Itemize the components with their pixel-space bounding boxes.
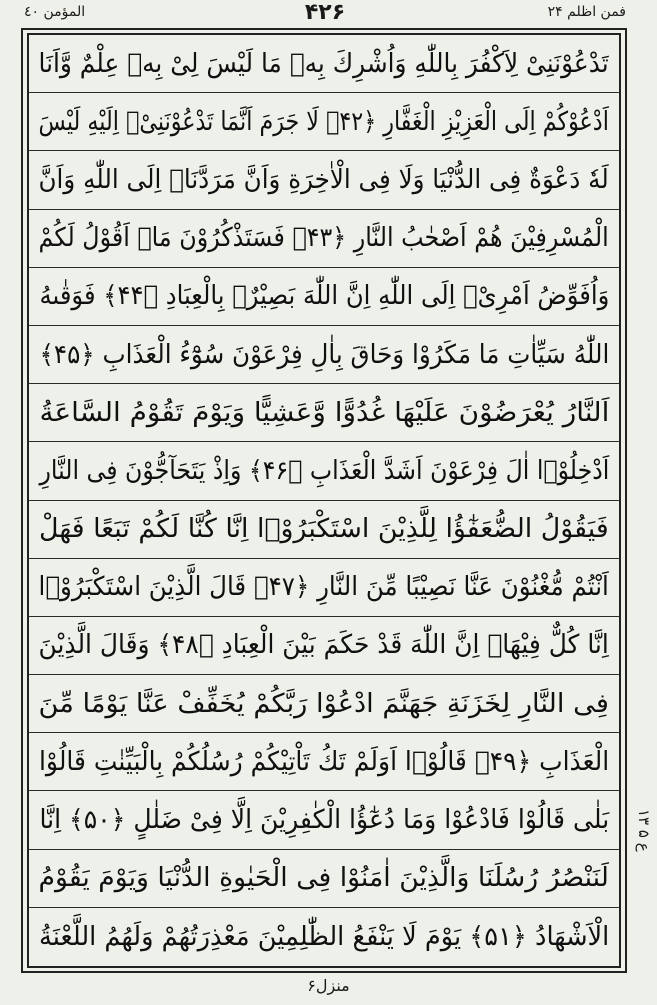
- text-line: [29, 35, 619, 93]
- text-line: [29, 559, 619, 617]
- surah-label: المؤمن ٤٠: [24, 4, 86, 20]
- text-line: [29, 210, 619, 268]
- verse-text: فَیَقُوْلُ الضُّعَفٰٓؤُا لِلَّذِیْنَ اسْتَكْبَرُوْۤا اِنَّا كُنَّا لَكُمْ تَبَعًا فَهَلْ: [39, 514, 609, 545]
- verse-text: اَنْتُمْ مُّغْنُوْنَ عَنَّا نَصِیْبًا مِّنَ النَّارِ ﴿۴۷﴾ قَالَ الَّذِیْنَ اسْتَكْبَرُوْۤا: [38, 572, 610, 603]
- page-footer: [0, 976, 657, 995]
- verse-text: فِی النَّارِ لِخَزَنَةِ جَهَنَّمَ ادْعُوْا رَبَّكُمْ یُخَفِّفْ عَنَّا یَوْمًا مِّنَ: [38, 688, 610, 719]
- verse-text: اللّٰهُ سَیِّاٰتِ مَا مَكَرُوْا وَحَاقَ بِاٰلِ فِرْعَوْنَ سُوْٓءُ الْعَذَابِ ﴿۴۵﴾: [39, 339, 609, 370]
- text-line: [29, 151, 619, 209]
- text-line: [29, 908, 619, 966]
- text-line: [29, 733, 619, 791]
- page-number: ۴۲۶: [304, 0, 346, 25]
- verse-text: لَنَنْصُرُ رُسُلَنَا وَالَّذِیْنَ اٰمَنُوْا فِی الْحَیٰوةِ الدُّنْیَا وَیَوْمَ یَقُوْمُ: [38, 863, 610, 894]
- ruku-marker: ع ۵ ۱۳: [635, 808, 653, 852]
- verse-text: اَلنَّارُ یُعْرَضُوْنَ عَلَیْهَا غُدُوًّا وَّعَشِیًّا وَیَوْمَ تَقُوْمُ السَّاعَةُ: [39, 397, 609, 428]
- text-line: [29, 268, 619, 326]
- verse-text: تَدْعُوْنَنِیْ لِاَكْفُرَ بِاللّٰهِ وَاُشْرِكَ بِهٖ مَا لَیْسَ لِیْ بِهٖ عِلْمٌ وَّاَنَا: [38, 48, 610, 79]
- text-line: [29, 442, 619, 500]
- verse-text: اِنَّا كُلٌّ فِیْهَاۤ اِنَّ اللّٰهَ قَدْ حَكَمَ بَیْنَ الْعِبَادِ ﴿۴۸﴾ وَقَالَ الَّذِیْنَ: [38, 630, 610, 661]
- juz-label: فمن اظلم ۲۴: [547, 4, 626, 20]
- text-line: [29, 501, 619, 559]
- text-line: [29, 791, 619, 849]
- text-line: [29, 617, 619, 675]
- manzil-label: منزل۶: [307, 976, 350, 995]
- verse-text: الْعَذَابِ ﴿۴۹﴾ قَالُوْۤا اَوَلَمْ تَكُ تَاْتِیْكُمْ رُسُلُكُمْ بِالْبَیِّنٰتِ قَالُوْا: [38, 746, 610, 777]
- text-block: [29, 35, 619, 966]
- text-line: [29, 93, 619, 151]
- verse-text: بَلٰى قَالُوْا فَادْعُوْا وَمَا دُعٰٓؤُا الْكٰفِرِیْنَ اِلَّا فِیْ ضَلٰلٍ ﴿۵۰﴾ اِنَّا: [39, 805, 609, 836]
- verse-text: لَهٗ دَعْوَةٌ فِی الدُّنْیَا وَلَا فِی الْاٰخِرَةِ وَاَنَّ مَرَدَّنَاۤ اِلَى اللّٰهِ وَاَنَّ: [38, 164, 610, 195]
- verse-text: اَدْعُوْكُمْ اِلَى الْعَزِیْزِ الْغَفَّارِ ﴿۴۲﴾ لَا جَرَمَ اَنَّمَا تَدْعُوْنَنِیْۤ اِلَیْهِ لَیْسَ: [38, 106, 610, 137]
- text-line: [29, 384, 619, 442]
- page-header: [22, 0, 628, 30]
- text-line: [29, 326, 619, 384]
- verse-text: وَاُفَوِّضُ اَمْرِیْۤ اِلَى اللّٰهِ اِنَّ اللّٰهَ بَصِیْرٌۢ بِالْعِبَادِ ﴿۴۴﴾ فَوَقٰىهُ: [39, 281, 609, 312]
- verse-text: الْاَشْهَادُ ﴿۵۱﴾ یَوْمَ لَا یَنْفَعُ الظّٰلِمِیْنَ مَعْذِرَتُهُمْ وَلَهُمُ اللَّعْنَةُ: [38, 921, 610, 952]
- verse-text: الْمُسْرِفِیْنَ هُمْ اَصْحٰبُ النَّارِ ﴿۴۳﴾ فَسَتَذْكُرُوْنَ مَاۤ اَقُوْلُ لَكُمْ: [38, 223, 610, 254]
- text-line: [29, 675, 619, 733]
- verse-text: اَدْخِلُوْۤا اٰلَ فِرْعَوْنَ اَشَدَّ الْعَذَابِ ﴿۴۶﴾ وَاِذْ یَتَحَآجُّوْنَ فِی النَّارِ: [39, 455, 609, 486]
- text-line: [29, 850, 619, 908]
